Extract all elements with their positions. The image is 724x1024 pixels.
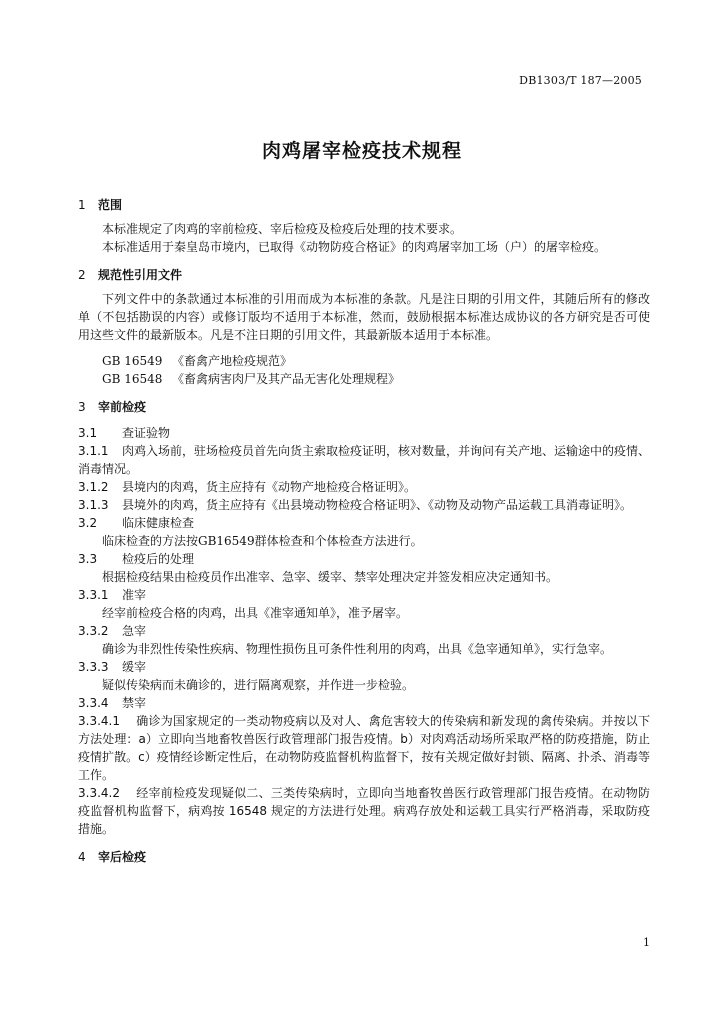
clause-number: 3.3.3 <box>78 660 109 674</box>
subsection-3-1-heading <box>78 424 650 442</box>
clause-3-1-2 <box>78 478 650 496</box>
clause-title: 急宰 <box>122 624 147 638</box>
section-1-paragraph-1: 本标准规定了肉鸡的宰前检疫、宰后检疫及检疫后处理的技术要求。 <box>102 222 463 236</box>
reference-title: 《畜禽病害肉尸及其产品无害化处理规程》 <box>172 372 401 386</box>
clause-text: 确诊为国家规定的一类动物疫病以及对人、禽危害较大的传染病和新发现的禽传染病。并按以下方法处理：a）立即向当地畜牧兽医行政管理部门报告疫情。b）对肉鸡活动场所采取严格的防疫措施，防止疫情扩散。c）疫情经诊断定性后，在动物防疫监督机构监督下，按有关规定做好封锁、隔离、扑杀、消毒等工作。 <box>78 714 650 782</box>
clause-3-3-3-heading <box>78 658 650 676</box>
document-body <box>78 196 650 866</box>
document-title: 肉鸡屠宰检疫技术规程 <box>261 140 462 162</box>
section-number: 2 <box>78 268 86 282</box>
subsection-title: 查证验物 <box>122 426 171 440</box>
clause-number: 3.3.4.1 <box>78 714 120 728</box>
reference-item <box>78 352 650 370</box>
clause-3-3-1-text: 经宰前检疫合格的肉鸡，出具《准宰通知单》，准予屠宰。 <box>102 606 409 620</box>
clause-3-3-1-heading <box>78 586 650 604</box>
section-1-heading <box>78 196 650 214</box>
reference-title: 《畜禽产地检疫规范》 <box>172 354 293 368</box>
clause-3-3-4-heading <box>78 694 650 712</box>
subsection-3-2-text: 临床检查的方法按GB16549群体检查和个体检查方法进行。 <box>102 534 423 548</box>
subsection-number: 3.1 <box>78 426 98 440</box>
clause-text: 县境内的肉鸡，货主应持有《动物产地检疫合格证明》。 <box>122 480 417 494</box>
clause-3-3-4-1 <box>78 712 650 784</box>
clause-number: 3.3.1 <box>78 588 109 602</box>
clause-number: 3.1.3 <box>78 498 109 512</box>
reference-code: GB 16548 <box>102 372 163 386</box>
subsection-title: 临床健康检查 <box>122 516 195 530</box>
clause-number: 3.1.1 <box>78 444 109 458</box>
subsection-3-2-heading <box>78 514 650 532</box>
clause-3-3-2-text: 确诊为非烈性传染性疾病、物理性损伤且可条件性利用的肉鸡，出具《急宰通知单》，实行急宰。 <box>102 642 613 656</box>
subsection-number: 3.2 <box>78 516 98 530</box>
clause-number: 3.3.4 <box>78 696 109 710</box>
clause-3-3-4-2 <box>78 784 650 838</box>
reference-item <box>78 370 650 388</box>
subsection-3-3-text: 根据检疫结果由检疫员作出准宰、急宰、缓宰、禁宰处理决定并签发相应决定通知书。 <box>102 570 559 584</box>
section-number: 3 <box>78 400 86 414</box>
subsection-3-3-heading <box>78 550 650 568</box>
clause-3-3-3-text: 疑似传染病而未确诊的，进行隔离观察，并作进一步检验。 <box>102 678 415 692</box>
section-4-heading <box>78 848 650 866</box>
subsection-title: 检疫后的处理 <box>122 552 195 566</box>
reference-code: GB 16549 <box>102 354 163 368</box>
clause-number: 3.3.4.2 <box>78 786 120 800</box>
subsection-number: 3.3 <box>78 552 98 566</box>
section-title: 宰前检疫 <box>98 400 147 414</box>
clause-title: 缓宰 <box>122 660 147 674</box>
section-number: 1 <box>78 198 86 212</box>
clause-number: 3.1.2 <box>78 480 109 494</box>
clause-title: 准宰 <box>122 588 147 602</box>
clause-title: 禁宰 <box>122 696 147 710</box>
clause-3-1-1 <box>78 442 650 478</box>
document-code: DB1303/T 187—2005 <box>519 74 642 87</box>
clause-text: 县境外的肉鸡，货主应持有《出县境动物检疫合格证明》、《动物及动物产品运载工具消毒证明》。 <box>122 498 633 512</box>
section-title: 宰后检疫 <box>98 850 147 864</box>
section-3-heading <box>78 398 650 416</box>
clause-3-1-3 <box>78 496 650 514</box>
section-1-paragraph-2: 本标准适用于秦皇岛市境内，已取得《动物防疫合格证》的肉鸡屠宰加工场（户）的屠宰检疫。 <box>102 240 607 254</box>
section-number: 4 <box>78 850 86 864</box>
clause-number: 3.3.2 <box>78 624 109 638</box>
page-number: 1 <box>643 936 650 949</box>
clause-text: 肉鸡入场前，驻场检疫员首先向货主索取检疫证明，核对数量，并询问有关产地、运输途中的疫情、消毒情况。 <box>78 444 651 476</box>
section-2-heading <box>78 266 650 284</box>
section-2-paragraph: 下列文件中的条款通过本标准的引用而成为本标准的条款。凡是注日期的引用文件，其随后所有的修改单（不包括勘误的内容）或修订版均不适用于本标准，然而，鼓励根据本标准达成协议的各方研究是否可使用这些文件的最新版本。凡是不注日期的引用文件，其最新版本适用于本标准。 <box>78 292 650 342</box>
section-title: 规范性引用文件 <box>98 268 183 282</box>
clause-3-3-2-heading <box>78 622 650 640</box>
section-title: 范围 <box>98 198 123 212</box>
clause-text: 经宰前检疫发现疑似二、三类传染病时，立即向当地畜牧兽医行政管理部门报告疫情。在动物防疫监督机构监督下，病鸡按 16548 规定的方法进行处理。病鸡存放处和运载工具实行严格消毒，采取防疫措施。 <box>78 786 650 836</box>
